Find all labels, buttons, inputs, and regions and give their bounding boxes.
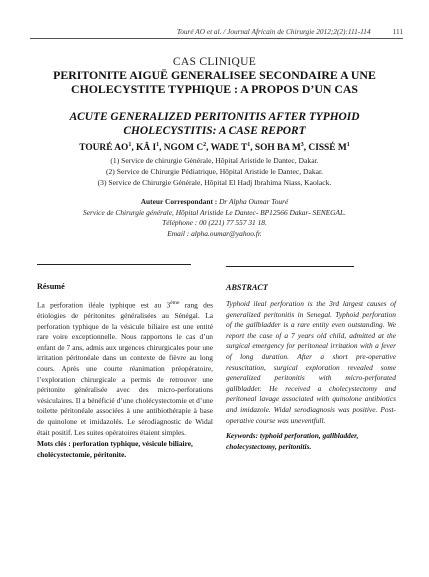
running-header	[30, 27, 403, 36]
abstract-column	[226, 283, 396, 452]
author-name: SOH BA M	[254, 143, 301, 154]
resume-text-rest: rang des étiologies de péritonites généralisées au Sénégal. La perforation typhique de la vésicule biliaire est une entité rare voire exceptionnelle. Nous rapportons le cas d’un enfant de 7 ans, admis aux urgences chirurgicales pour une irritation péritonéale dans un contexte de fièvre au long cours. Après une courte réanimation préopératoire, l’exploration chirurgicale a permis de retrouver une péritonite généralisée avec des micro-perforations vésiculaires. Il a bénéficié d’une cholécystectomie et d’une toilette péritonéale associées à une antibiothérapie à base de quinolone et imidazolés. Le sérodiagnostic de Widal était positif. Les suites opératoires étaient simples.	[37, 300, 213, 437]
author-affiliation-number: 2	[203, 142, 207, 148]
abstract-divider	[226, 266, 354, 267]
corresponding-author-label: Auteur Correspondant :	[140, 197, 218, 206]
corresponding-author-line	[20, 197, 409, 208]
article-kind: CAS CLINIQUE	[172, 56, 257, 68]
abstract-keywords-list: typhoid perforation, gallbladder, cholecystectomy, peritonitis.	[226, 431, 359, 451]
resume-text	[37, 298, 213, 438]
author-affiliation-number: 1	[346, 142, 350, 148]
title-english	[20, 111, 409, 138]
journal-citation: Touré AO et al. / Journal Africain de Chirurgie 2012;2(2):111-114	[176, 27, 371, 36]
resume-divider	[37, 264, 191, 265]
abstract-keywords	[226, 431, 396, 452]
title-english-line-1: ACUTE GENERALIZED PERITONITIS AFTER TYPHOID	[69, 111, 360, 123]
resume-column	[37, 282, 213, 460]
author-name: NGOM C	[163, 143, 204, 154]
abstract-heading: ABSTRACT	[226, 283, 268, 292]
corresponding-author-block	[20, 197, 409, 239]
resume-ordinal-sup: ème	[170, 300, 180, 306]
author-name: TOURÉ AO	[79, 143, 129, 154]
corresponding-author-address: Service de Chirurgie générale, Hôpital Aristide Le Dantec- BP12566 Dakar- SENEGAL.	[83, 207, 346, 217]
title-french	[20, 69, 409, 96]
author-name: KÂ I	[136, 143, 157, 154]
resume-keywords-list: perforation typhique, vésicule biliaire, cholécystectomie, péritonite.	[37, 439, 193, 459]
title-english-line-2: CHOLECYSTITIS: A CASE REPORT	[123, 124, 306, 137]
resume-keywords	[37, 439, 213, 460]
corresponding-author-email[interactable]: Email : alpha.oumar@yahoo.fr.	[167, 228, 262, 238]
affiliation: (3) Service de Chirurgie Générale, Hôpital El Hadj Ibrahima Niass, Kaolack.	[97, 178, 332, 187]
author-list: TOURÉ $AO^1$, KÂ $I^1$, NGOM $C^2$, WADE $T^1$, SOH BA $M^3$, CISSÉ $M^1$	[79, 142, 350, 154]
title-french-line-2: CHOLECYSTITE TYPHIQUE : A PROPOS D’UN CAS	[71, 81, 358, 96]
page-number: 111	[392, 27, 403, 36]
abstract-text: Typhoid ileal perforation is the 3rd largest causes of generalized peritonitis in Senegal. Typhoid perforation of the gallbladder is a rare entity even outstanding. We report the case of a 7 years old child, admitted at the surgical emergency for peritoneal irritation with a fever of long duration. After a short pre-operative resuscitation, surgical exploration revealed some generalized peritonitis with micro-perforated gallbladder. He received a cholecystectomy and peritoneal lavage associated with quinolone antibiotics and imidazole. Widal serodiagnosis was positive. Post-operative course was uneventfull.	[226, 299, 396, 425]
resume-keywords-label: Mots clés :	[37, 439, 71, 449]
author-name: WADE T	[210, 143, 248, 154]
affiliation: (2) Service de Chirurgie Pédiatrique, Hôpital Aristide le Dantec, Dakar.	[105, 167, 324, 176]
abstract-keywords-label: Keywords:	[226, 431, 259, 441]
author-name: CISSÉ M	[308, 143, 347, 154]
author-affiliation-number: 1	[247, 142, 251, 148]
header-rule	[30, 38, 403, 39]
corresponding-author-name: Dr Alpha Oumar Touré	[219, 197, 289, 206]
author-affiliation-number: 3	[300, 142, 304, 148]
corresponding-author-phone: Téléphone : 00 (221) 77 557 31 18.	[162, 218, 267, 228]
author-affiliation-number: 1	[128, 142, 132, 148]
resume-heading: Résumé	[37, 282, 65, 291]
author-affiliation-number: 1	[156, 142, 160, 148]
affiliation: (1) Service de chirurgie Générale, Hôpital Aristide le Dantec, Dakar.	[110, 156, 319, 165]
title-french-line-1: PERITONITE AIGUË GENERALISEE SECONDAIRE A UNE	[53, 68, 376, 82]
resume-text-start: La perforation iléale typhique est au 3	[37, 300, 171, 310]
